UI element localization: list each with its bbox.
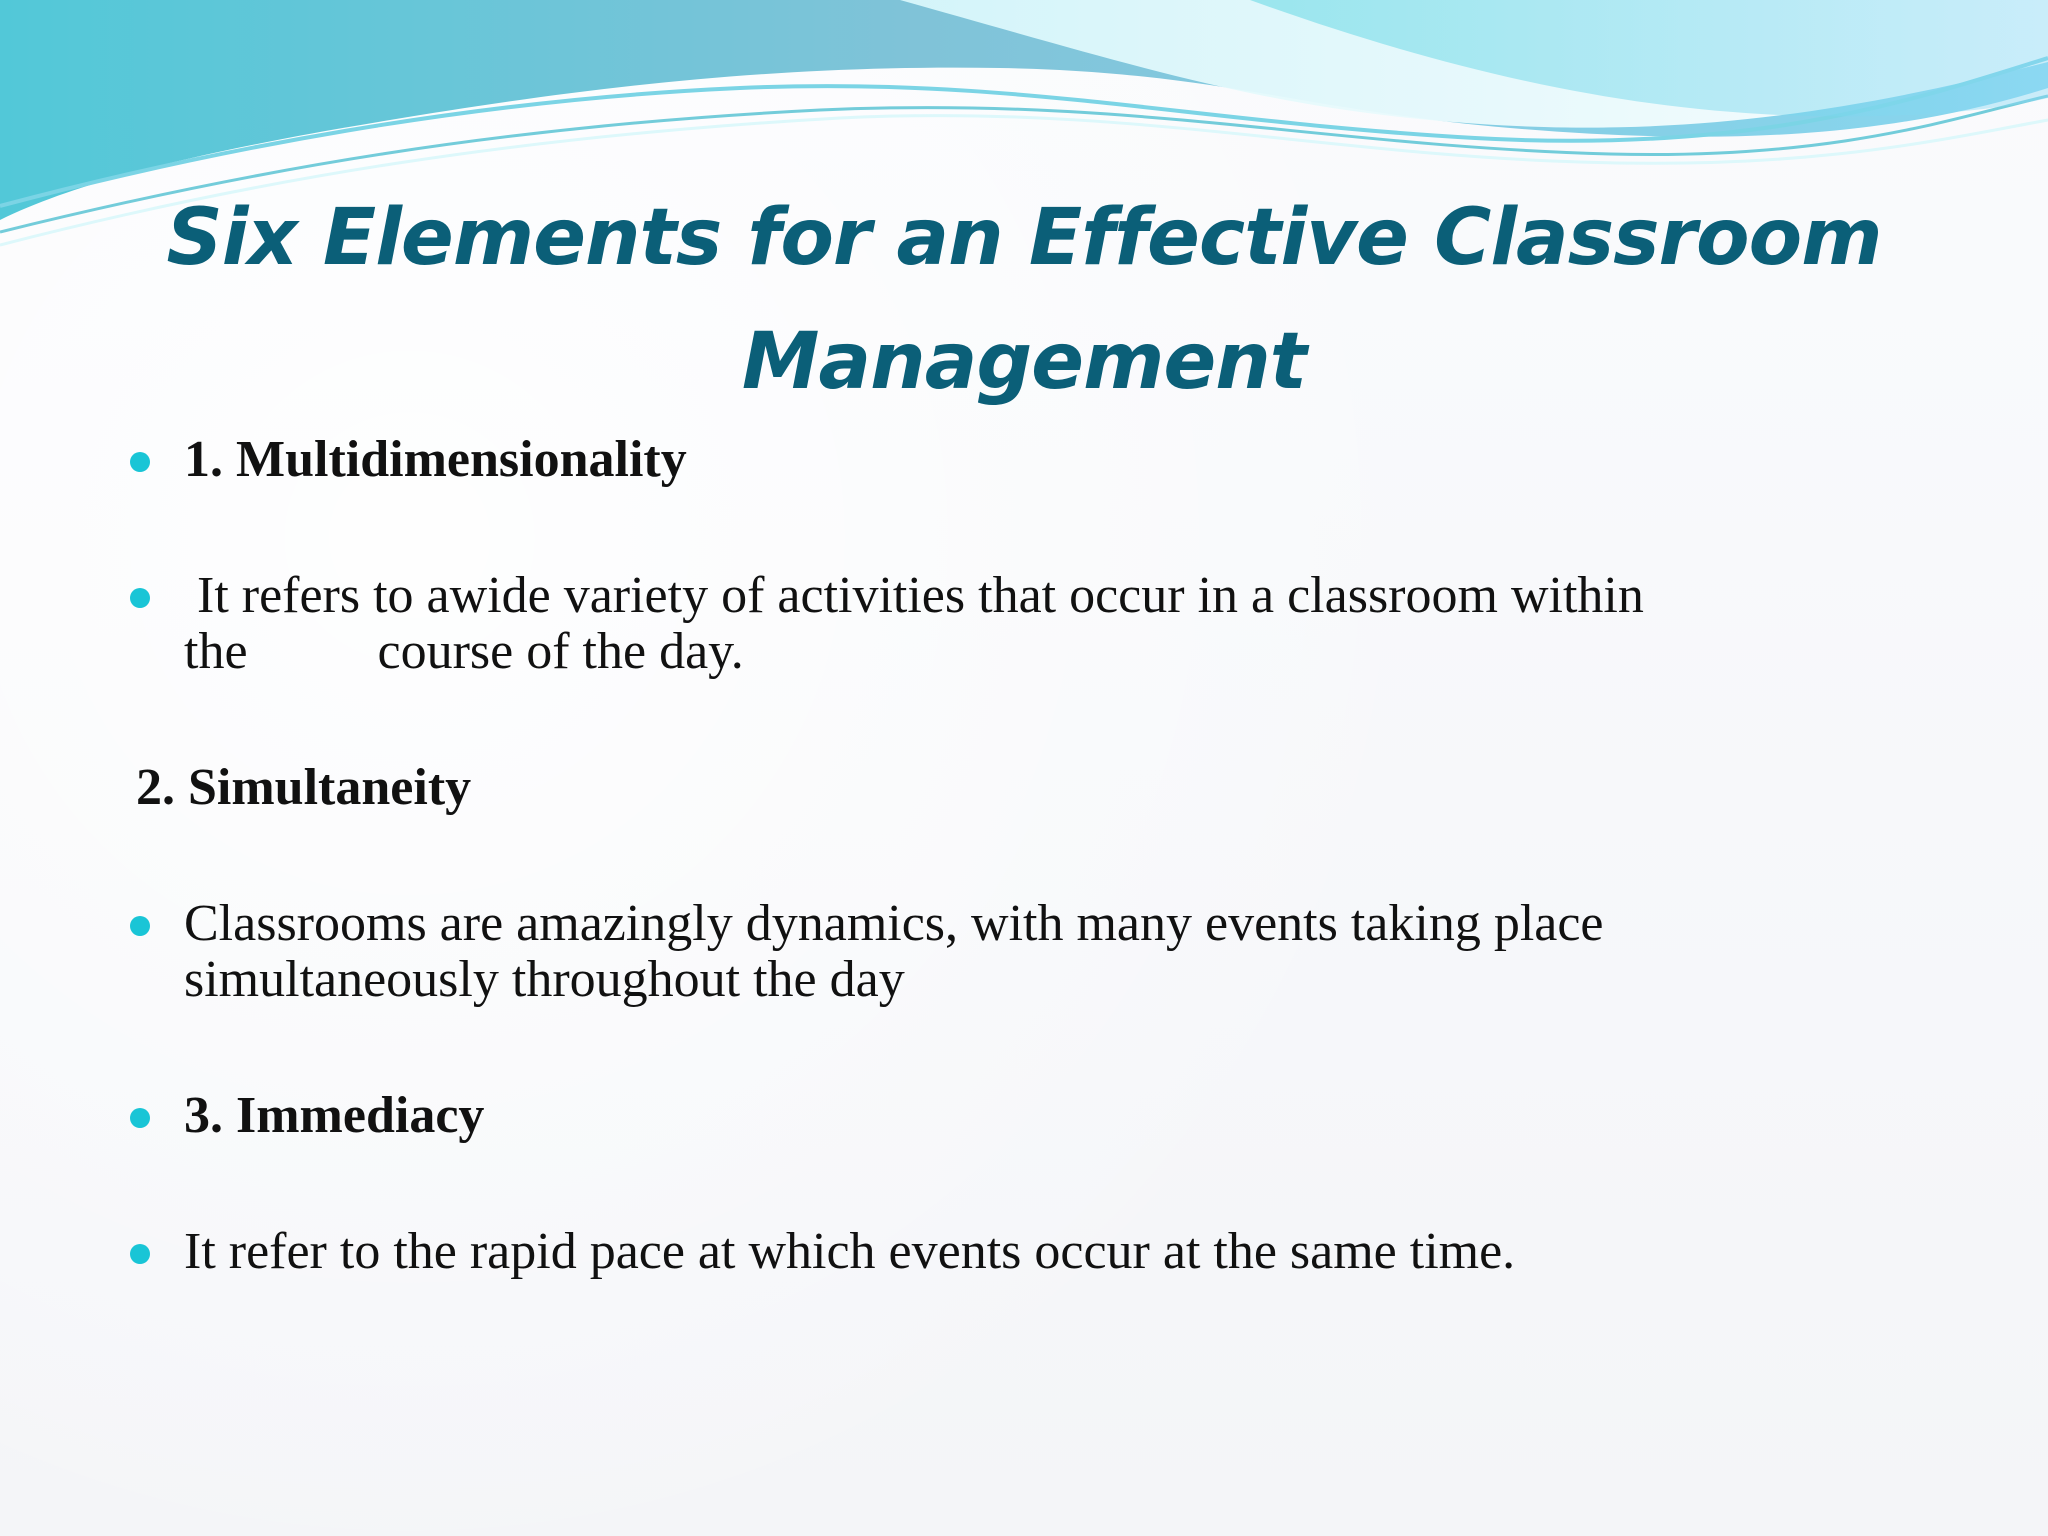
slide-title <box>120 176 1928 424</box>
bullet-item-multidimensionality-heading <box>126 432 1926 488</box>
slide-title-line-2: Management <box>741 317 1307 407</box>
bullet-text: 3. Immediacy <box>184 1087 485 1144</box>
bullet-text: It refer to the rapid pace at which events occur at the same time. <box>184 1223 1516 1280</box>
bullet-text: 1. Multidimensionality <box>184 431 687 488</box>
bullet-item-immediacy-heading <box>126 1088 1926 1144</box>
teal-bullet-icon <box>130 916 150 936</box>
bullet-item-simultaneity-description <box>126 896 1926 1008</box>
teal-bullet-icon <box>130 1108 150 1128</box>
section-heading-text: 2. Simultaneity <box>136 759 472 816</box>
section-heading-simultaneity <box>126 760 1926 816</box>
teal-bullet-icon <box>130 452 150 472</box>
teal-bullet-icon <box>130 1244 150 1264</box>
bullet-text-line-1: Classrooms are amazingly dynamics, with many events taking place <box>184 895 1604 952</box>
bullet-text-line-2: the course of the day. <box>184 623 744 680</box>
bullet-text-line-1: It refers to awide variety of activities that occur in a classroom within <box>184 567 1644 624</box>
slide-title-line-1: Six Elements for an Effective Classroom <box>166 193 1882 283</box>
bullet-item-multidimensionality-description <box>126 568 1926 680</box>
teal-bullet-icon <box>130 588 150 608</box>
bullet-item-immediacy-description <box>126 1224 1926 1280</box>
bullet-text-line-2: simultaneously throughout the day <box>184 951 905 1008</box>
slide-content <box>126 432 1926 1280</box>
